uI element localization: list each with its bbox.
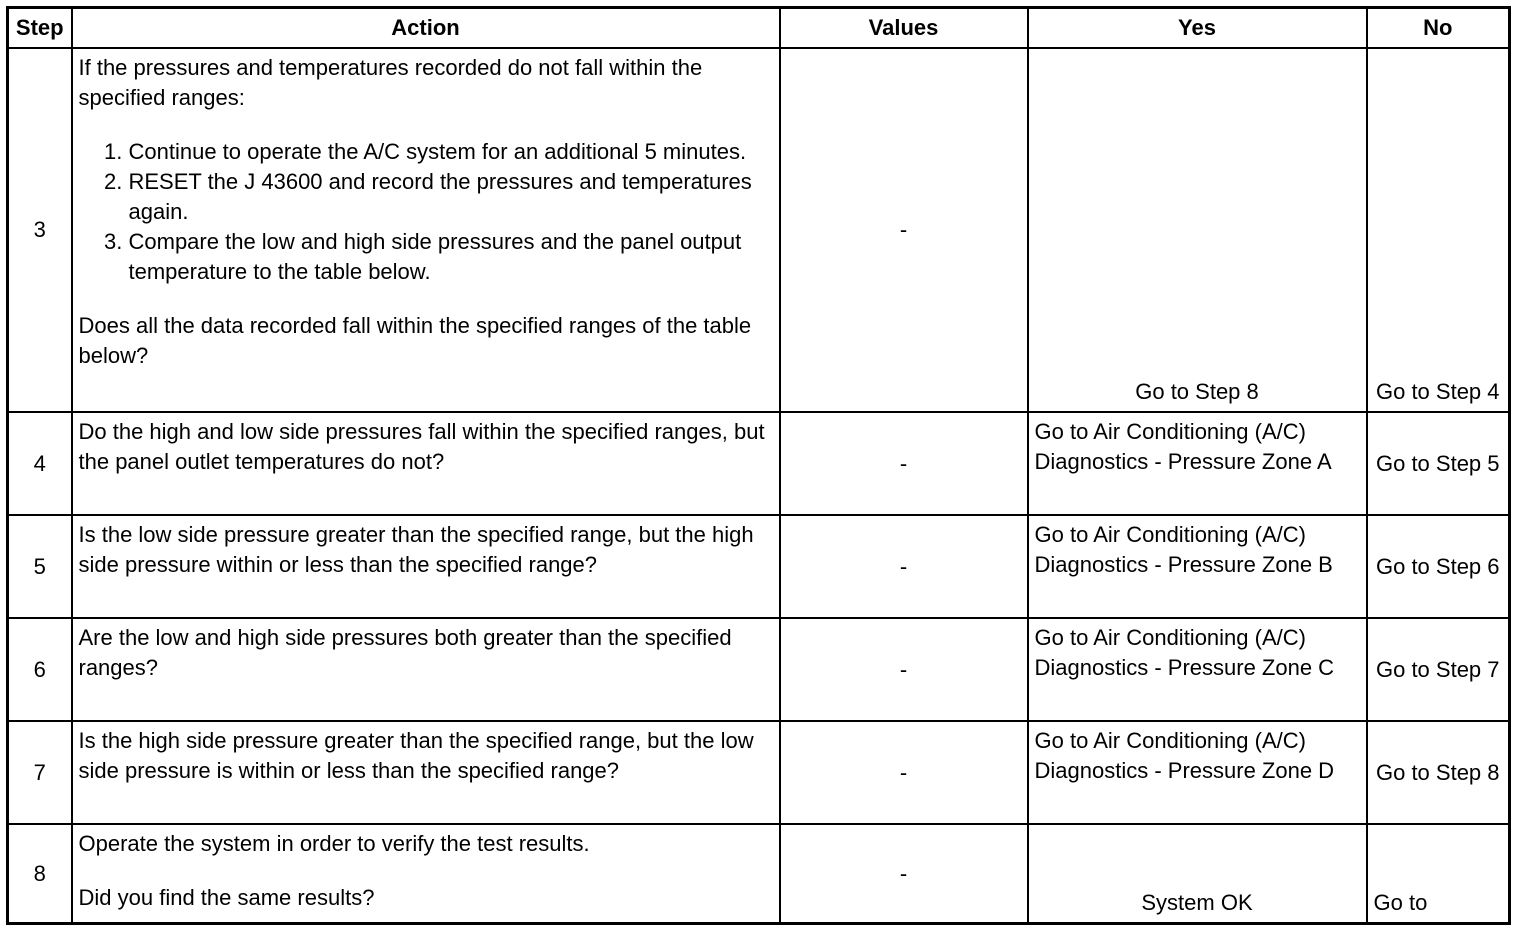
action-intro: Operate the system in order to verify the test results. — [78, 831, 590, 856]
table-row — [8, 412, 1510, 515]
yes-cell: System OK — [1028, 824, 1367, 924]
values-cell: - — [780, 824, 1028, 924]
table-row — [8, 48, 1510, 412]
action-cell: Is the high side pressure greater than the specified range, but the low side pressure is within or less than the specified range? — [72, 721, 780, 824]
table-row — [8, 824, 1510, 924]
yes-cell: Go to Air Conditioning (A/C) Diagnostics - Pressure Zone A — [1028, 412, 1367, 515]
action-steps-list — [79, 137, 773, 287]
values-cell: - — [780, 48, 1028, 412]
list-item: 3. Compare the low and high side pressures and the panel output temperature to the table below. — [129, 227, 773, 287]
action-cell — [72, 48, 780, 412]
no-cell: Go to Step 4 — [1367, 48, 1510, 412]
action-question: Does all the data recorded fall within the specified ranges of the table below? — [78, 313, 752, 368]
header-action: Action — [72, 8, 780, 49]
list-item: 2. RESET the J 43600 and record the pressures and temperatures again. — [129, 167, 773, 227]
values-cell: - — [780, 618, 1028, 721]
yes-cell: Go to Air Conditioning (A/C) Diagnostics - Pressure Zone D — [1028, 721, 1367, 824]
action-question: Did you find the same results? — [78, 885, 375, 910]
action-intro: If the pressures and temperatures recorded do not fall within the specified ranges: — [78, 55, 703, 110]
table-row — [8, 721, 1510, 824]
values-cell: - — [780, 412, 1028, 515]
table-row — [8, 515, 1510, 618]
list-item: 1. Continue to operate the A/C system for an additional 5 minutes. — [129, 137, 773, 167]
step-number: 3 — [8, 48, 72, 412]
step-number: 5 — [8, 515, 72, 618]
yes-cell: Go to Air Conditioning (A/C) Diagnostics - Pressure Zone C — [1028, 618, 1367, 721]
header-step: Step — [8, 8, 72, 49]
values-cell: - — [780, 515, 1028, 618]
action-cell: Is the low side pressure greater than the specified range, but the high side pressure within or less than the specified range? — [72, 515, 780, 618]
header-row — [8, 8, 1510, 49]
no-cell: Go to Step 6 — [1367, 515, 1510, 618]
diagnostic-table — [6, 6, 1511, 925]
no-cell: Go to Step 7 — [1367, 618, 1510, 721]
no-cell: Go to Step 8 — [1367, 721, 1510, 824]
yes-cell: Go to Step 8 — [1028, 48, 1367, 412]
action-cell: Are the low and high side pressures both greater than the specified ranges? — [72, 618, 780, 721]
header-yes: Yes — [1028, 8, 1367, 49]
action-cell: Do the high and low side pressures fall within the specified ranges, but the panel outlet temperatures do not? — [72, 412, 780, 515]
step-number: 4 — [8, 412, 72, 515]
step-number: 8 — [8, 824, 72, 924]
action-cell — [72, 824, 780, 924]
step-number: 6 — [8, 618, 72, 721]
values-cell: - — [780, 721, 1028, 824]
header-values: Values — [780, 8, 1028, 49]
table-row — [8, 618, 1510, 721]
step-number: 7 — [8, 721, 72, 824]
header-no: No — [1367, 8, 1510, 49]
no-cell: Go to — [1367, 824, 1510, 924]
yes-cell: Go to Air Conditioning (A/C) Diagnostics - Pressure Zone B — [1028, 515, 1367, 618]
no-cell: Go to Step 5 — [1367, 412, 1510, 515]
